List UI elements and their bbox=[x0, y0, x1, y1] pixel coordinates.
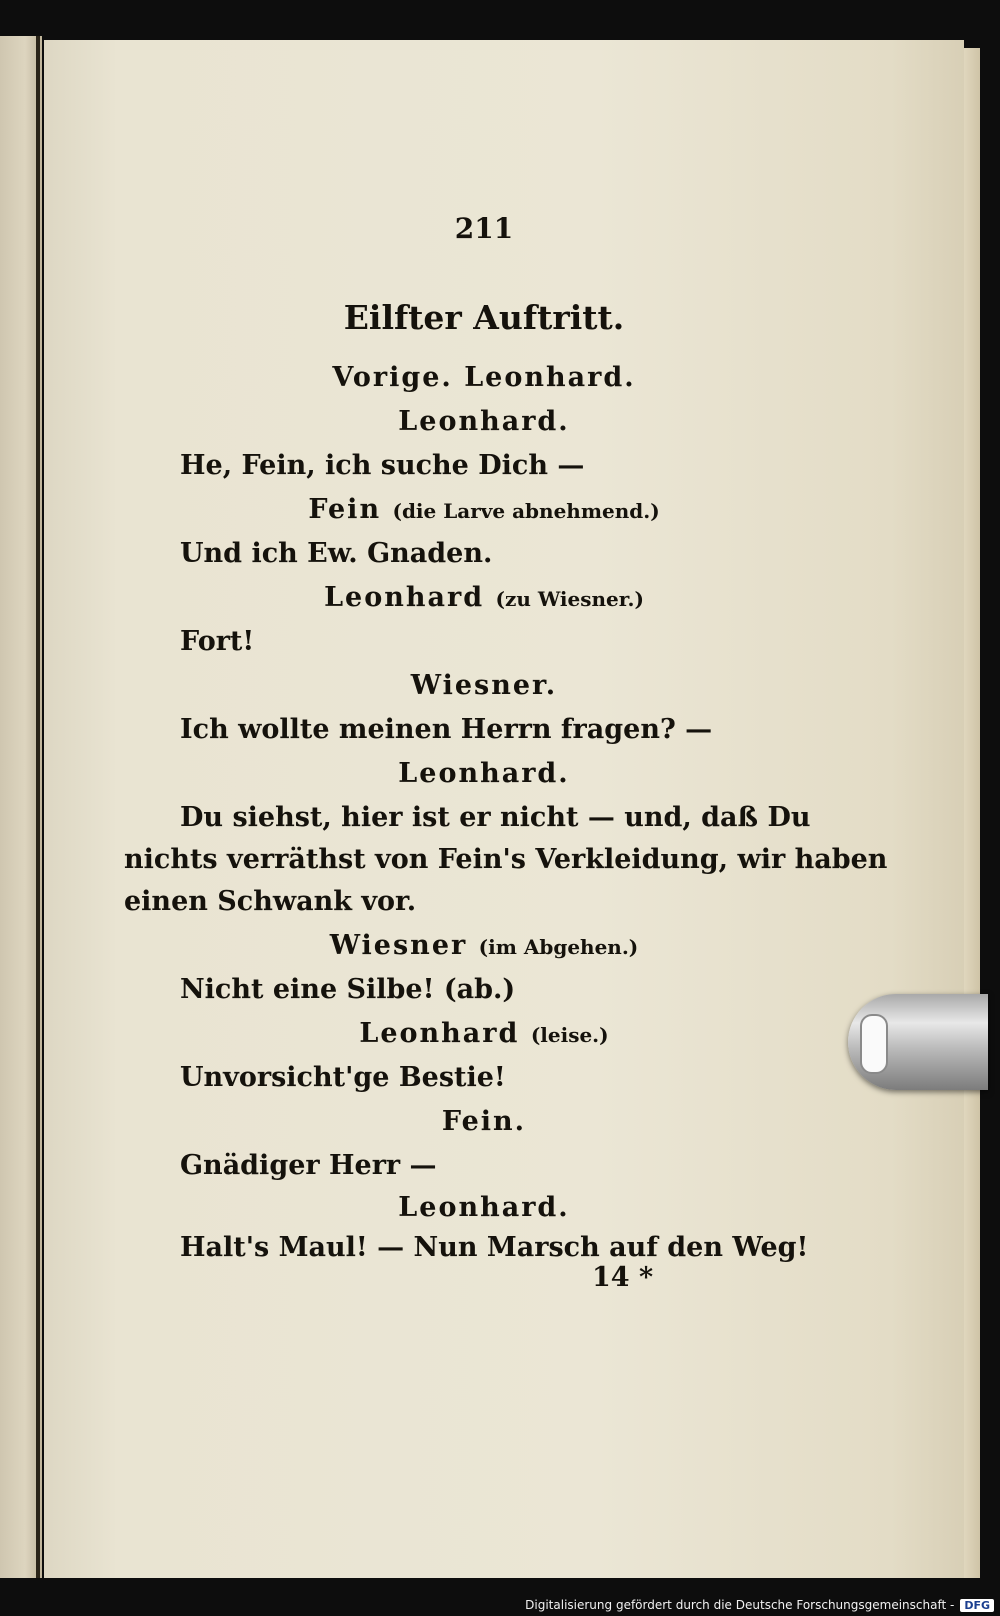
speech-line: Nicht eine Silbe! (ab.) bbox=[180, 974, 516, 1005]
speech-line: einen Schwank vor. bbox=[124, 886, 417, 917]
speech-line: Fort! bbox=[180, 626, 255, 657]
book-spine bbox=[36, 36, 40, 1578]
signature-mark: 14 * bbox=[592, 1262, 654, 1293]
speaker-name: Fein. bbox=[441, 1106, 527, 1137]
speaker-heading bbox=[44, 1106, 924, 1137]
page-number: 211 bbox=[454, 212, 514, 245]
speech-line: Halt's Maul! — Nun Marsch auf den Weg! bbox=[180, 1232, 809, 1263]
speaker-name: Leonhard bbox=[324, 582, 485, 613]
speaker-heading bbox=[44, 758, 924, 789]
credit-text: Digitalisierung gefördert durch die Deutsche Forschungsgemeinschaft - bbox=[525, 1598, 955, 1612]
speaker-name: Leonhard bbox=[359, 1018, 520, 1049]
stage-direction: (leise.) bbox=[530, 1023, 609, 1047]
speaker-heading bbox=[44, 582, 924, 613]
stage-direction: (die Larve abnehmend.) bbox=[392, 499, 660, 523]
speaker-name: Leonhard. bbox=[398, 758, 570, 789]
speaker-name: Wiesner bbox=[329, 930, 468, 961]
speaker-name: Fein bbox=[308, 494, 382, 525]
dfg-logo: DFG bbox=[960, 1599, 994, 1612]
speaker-heading bbox=[44, 1192, 924, 1223]
speech-line: He, Fein, ich suche Dich — bbox=[180, 450, 585, 481]
stage-direction: (im Abgehen.) bbox=[478, 935, 639, 959]
page-clip bbox=[848, 994, 988, 1090]
speaker-name: Leonhard. bbox=[398, 1192, 570, 1223]
speech-line: Du siehst, hier ist er nicht — und, daß Du bbox=[180, 802, 811, 833]
speaker-heading bbox=[44, 670, 924, 701]
characters-line: Vorige. Leonhard. bbox=[332, 362, 636, 393]
speaker-name: Leonhard. bbox=[398, 406, 570, 437]
digitization-credit bbox=[525, 1598, 994, 1612]
book-page bbox=[44, 40, 964, 1578]
speech-line: Unvorsicht'ge Bestie! bbox=[180, 1062, 506, 1093]
speech-line: Gnädiger Herr — bbox=[180, 1150, 437, 1181]
scene-title: Eilfter Auftritt. bbox=[343, 298, 625, 337]
speaker-heading bbox=[44, 406, 924, 437]
speech-line: Und ich Ew. Gnaden. bbox=[180, 538, 493, 569]
clip-hole bbox=[860, 1014, 888, 1074]
speaker-heading bbox=[44, 1018, 924, 1049]
stage-direction: (zu Wiesner.) bbox=[495, 587, 644, 611]
speaker-name: Wiesner. bbox=[410, 670, 558, 701]
speech-line: Ich wollte meinen Herrn fragen? — bbox=[180, 714, 713, 745]
speaker-heading bbox=[44, 930, 924, 961]
speech-line: nichts verräthst von Fein's Verkleidung, wir haben bbox=[124, 844, 888, 875]
speaker-heading bbox=[44, 494, 924, 525]
